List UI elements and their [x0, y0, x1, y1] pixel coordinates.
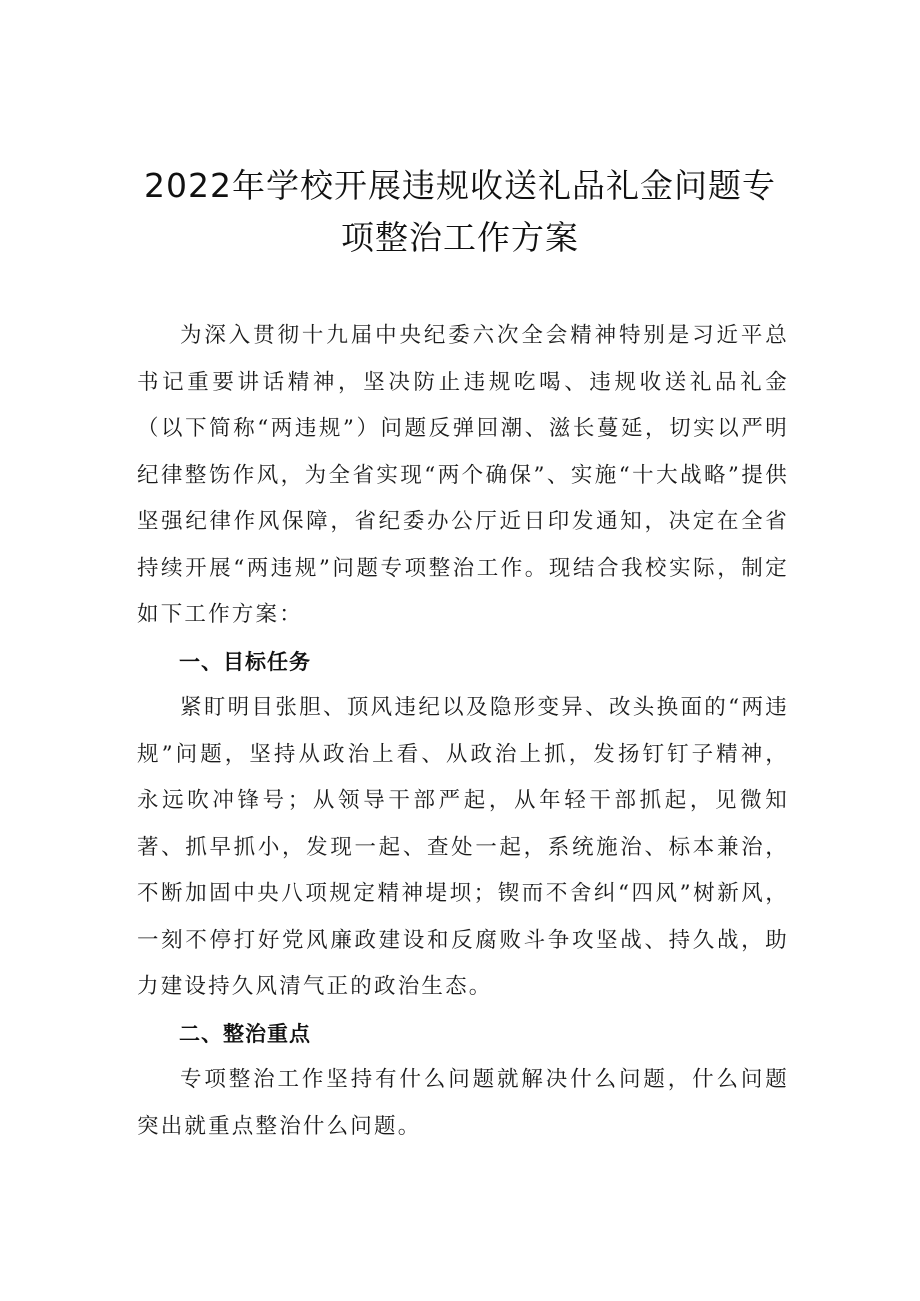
focus-paragraph: 专项整治工作坚持有什么问题就解决什么问题，什么问题突出就重点整治什么问题。 — [137, 1067, 789, 1139]
document-body — [137, 313, 789, 1150]
section-heading-focus: 二、整治重点 — [179, 1021, 311, 1046]
goals-paragraph: 紧盯明目张胆、顶风违纪以及隐形变异、改头换面的“两违规”问题，坚持从政治上看、从政治上抓，发扬钉钉子精神，永远吹冲锋号；从领导干部严起，从年轻干部抓起，见微知著、抓早抓小，发现一起、查处一起，系统施治、标本兼治，不断加固中央八项规定精神堤坝；锲而不舍纠“四风”树新风，一刻不停打好党风廉政建设和反腐败斗争攻坚战、持久战，助力建设持久风清气正的政治生态。 — [137, 695, 789, 999]
document-title-line2: 项整治工作方案 — [341, 218, 579, 257]
document-title-line1: 2022年学校开展违规收送礼品礼金问题专 — [144, 166, 776, 205]
intro-paragraph: 为深入贯彻十九届中央纪委六次全会精神特别是习近平总书记重要讲话精神，坚决防止违规吃喝、违规收送礼品礼金（以下简称“两违规”）问题反弹回潮、滋长蔓延，切实以严明纪律整饬作风，为全省实现“两个确保”、实施“十大战略”提供坚强纪律作风保障，省纪委办公厅近日印发通知，决定在全省持续开展“两违规”问题专项整治工作。现结合我校实际，制定如下工作方案： — [137, 323, 789, 627]
section-heading-goals: 一、目标任务 — [179, 649, 311, 674]
